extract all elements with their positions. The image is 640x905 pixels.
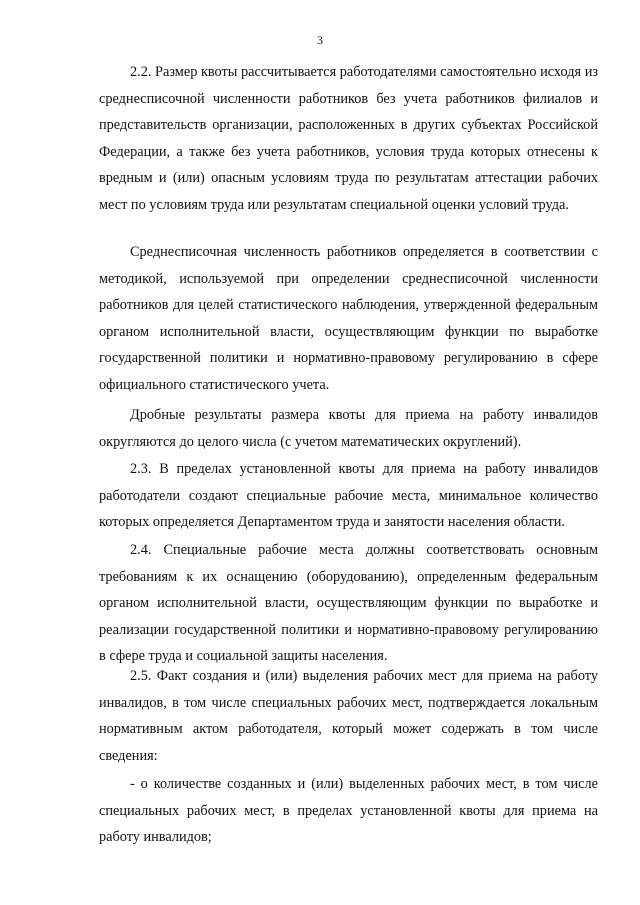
paragraph-average-headcount: Среднесписочная численность работников определяется в соответствии с методикой, используемой при определении среднесписочной численности работников для целей статистического наблюдения, утвержденной федеральным органом исполнительной власти, осуществляющим функции по выработке государственной политики и нормативно-правовому регулированию в сфере официального статистического учета.: [99, 244, 598, 393]
paragraph-2-5: 2.5. Факт создания и (или) выделения рабочих мест для приема на работу инвалидов, в том числе специальных рабочих мест, подтверждается локальным нормативным актом работодателя, который может содержать в том числе сведения:: [99, 668, 598, 764]
list-item-workplaces-count: - о количестве созданных и (или) выделенных рабочих мест, в том числе специальных рабочих мест, в пределах установленной квоты для приема на работу инвалидов;: [99, 776, 598, 846]
paragraph-2-2: 2.2. Размер квоты рассчитывается работодателями самостоятельно исходя из среднесписочной численности работников без учета работников филиалов и представительств организации, расположенных в других субъектах Российской Федерации, а также без учета работников, условия труда которых отнесены к вредным и (или) опасным условиям труда по результатам аттестации рабочих мест по условиям труда или результатам специальной оценки условий труда.: [99, 64, 598, 213]
paragraph-2-3: 2.3. В пределах установленной квоты для приема на работу инвалидов работодатели создают специальные рабочие места, минимальное количество которых определяется Департаментом труда и занятости населения области.: [99, 461, 598, 531]
paragraph-2-4: 2.4. Специальные рабочие места должны соответствовать основным требованиям к их оснащению (оборудованию), определенным федеральным органом исполнительной власти, осуществляющим функции по выработке и реализации государственной политики и нормативно-правовому регулированию в сфере труда и социальной защиты населения.: [99, 542, 598, 665]
paragraph-fractional-quota: Дробные результаты размера квоты для приема на работу инвалидов округляются до целого числа (с учетом математических округлений).: [99, 407, 598, 450]
page-number: 3: [317, 33, 323, 47]
